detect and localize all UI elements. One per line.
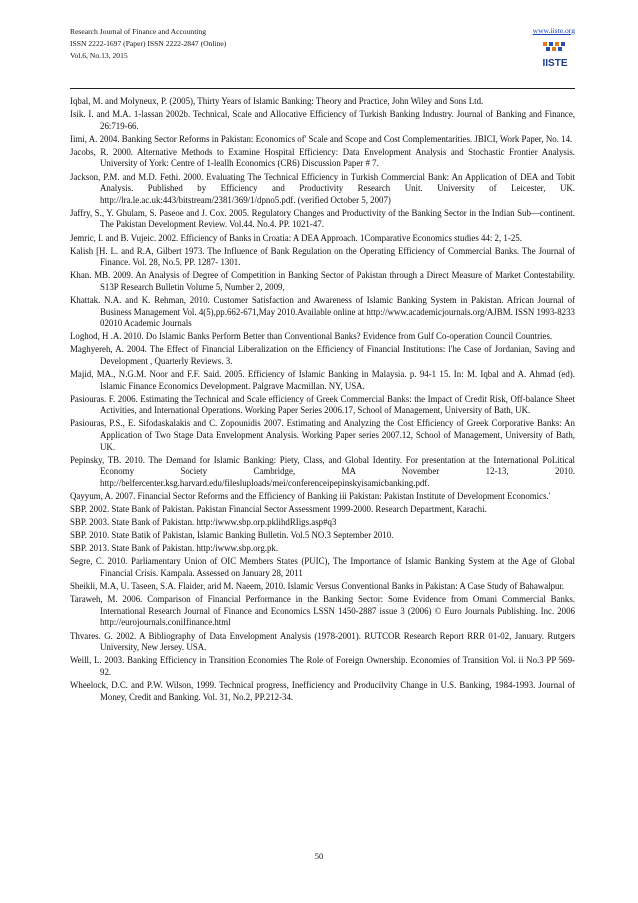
reference-list bbox=[70, 96, 575, 705]
reference-entry: SBP. 2003. State Bank of Pakistan. http:/iwww.sbp.orp.pklihdRIigs.asp#q3 bbox=[70, 517, 337, 528]
page-number: 50 bbox=[314, 851, 324, 861]
reference-entry: Iimi, A. 2004. Banking Sector Reforms in Pakistan: Economics of' Scale and Scope and Cost Complementarities. JBICI, Work Paper, No. 14. bbox=[70, 133, 573, 144]
reference-entry: Pepinsky, TB. 2010. The Demand for Islamic Banking: Piety, Class, and Global Identity. For presentation at the International PoLitical Economy Society Cambridge, MA November 12-13, 2010. http://belfercenter.ksg.harvard.edu/filesluploads/mei/conferenceipepinskyisamicbanking.pdf. bbox=[70, 454, 575, 488]
reference-entry: Khan. MB. 2009. An Analysis of Degree of Competition in Banking Sector of Pakistan through a Direct Measure of Market Contestability. S13P Research Bulletin Volume 5, Number 2, 2009, bbox=[70, 270, 575, 292]
reference-entry: Isik. I. and M.A. 1-lassan 2002b. Technical, Scale and Allocative Efficiency of Turkish Banking Industry. Journal of Banking and Finance, 26:719-66. bbox=[70, 109, 575, 131]
svg-text:IISTE: IISTE bbox=[542, 58, 568, 69]
journal-name: Research Journal of Finance and Accounting bbox=[70, 27, 207, 36]
issn-line: ISSN 2222-1697 (Paper) ISSN 2222-2847 (Online) bbox=[70, 39, 227, 48]
reference-entry: Qayyum, A. 2007. Financial Sector Reforms and the Efficiency of Banking iii Pakistan: Pakistan Institute of Development Economics.' bbox=[70, 491, 551, 501]
reference-entry: Loghod, H .A. 2010. Do Islamic Banks Perform Better than Conventional Banks? Evidence from Gulf Co-operation Council Countries. bbox=[70, 331, 553, 342]
volume-line: Vol.6, No.13, 2015 bbox=[70, 51, 128, 60]
reference-entry: Kalish [H. L. and R.A, Gilbert 1973. The Influence of Bank Regulation on the Operating Efficiency of Commercial Banks. The Journal of Finance. Vol. 28, No.5. PP. 1287- 1301. bbox=[70, 245, 575, 268]
reference-entry: Iqbal, M. and Molyneux, P. (2005), Thirty Years of Islamic Banking: Theory and Practice, John Wiley and Sons Ltd. bbox=[70, 96, 484, 106]
page-header bbox=[70, 26, 575, 86]
header-rule bbox=[70, 88, 575, 89]
reference-entry: Maghyereh, A. 2004. The Effect of Financial Liberalization on the Efficiency of Financial Institutions: l'he Case of Jordanian, Saving and Development , Quarterly Reviews. 3. bbox=[70, 344, 575, 366]
reference-entry: Wheelock, D.C. and P.W. Wilson, 1999. Technical progress, Inefficiency and Producilvity Change in U.S. Banking, 1984-1993. Journal of Money, Credit and Banking. Vol. 31, No.2, PP.212-34. bbox=[70, 679, 575, 702]
reference-entry: Pasiouras. F. 2006. Estimating the Technical and Scale efficiency of Greek Commercial Banks: the Impact of Credit Risk, Off-balance Sheet Activities, and International Operations. Working Paper Series 2006.17, School of Management, University of Bath, UK. bbox=[70, 393, 575, 416]
reference-entry: SBP. 2010. State Batik of Pakistan, Islamic Banking Bulletin. Vol.5 NO.3 September 2010. bbox=[70, 530, 394, 541]
reference-entry: Khattak. N.A. and K. Rehman, 2010. Customer Satisfaction and Awareness of Islamic Banking System in Pakistan. African Journal of Business Management Vol. 4(5),pp.662-671,May 2010.Available online at http://www.academicjournals.org/AJBM. ISSN 1993-8233 02010 Academic Journals bbox=[70, 295, 575, 329]
reference-entry: Jackson, P.M. and M.D. Fethi. 2000. Evaluating The Technical Efficiency in Turkish Commercial Bank: An Application of DEA and Tobit Analysis. Published by Efficiency and Productivity Research Unit. University of Leicester, UK. http://lra.le.ac.uk:443/bitstream/2381/369/1/dpno5.pdf. (verified October 5, 2007) bbox=[70, 171, 575, 205]
reference-entry: Thvares. G. 2002. A Bibliography of Data Envelopment Analysis (1978-2001). RUTCOR Research Report RRR 01-02, January. Rutgers University, New Jersey. USA. bbox=[70, 630, 575, 653]
reference-entry: Jaffry, S., Y. Ghulam, S. Paseoe and J. Cox. 2005. Regulatory Changes and Productivity of the Banking Sector in the Indian Sub—continent. The Pakistan Development Review. Vol.44. No.4. PP. 1021-47. bbox=[70, 207, 575, 230]
reference-entry: Taraweh, M. 2006. Comparison of Financial Performance in the Banking Sector: Some Evidence from Omani Commercial Banks. International Research Journal of Finance and Economics LSSN 1450-2887 issue 3 (2006) © Euro Journals Publishing. Inc. 2006 http://eurojournals.coniIfinance.html bbox=[70, 594, 575, 628]
reference-entry: Sheikli, M.A, U. Taseen, S.A. Flaider, arid M. Naeem, 2010. Islamic Versus Conventional Banks in Pakistan: A Case Study of Bahawalpur. bbox=[70, 581, 565, 592]
reference-entry: Weill, L. 2003. Banking Efficiency in Transition Economies The Role of Foreign Ownership. Economies of Transition Vol. ii No.3 PP 569-92. bbox=[70, 655, 575, 677]
reference-entry: Jemric, I. and B. Vujeic. 2002. Efficiency of Banks in Croatia: A DEA Approach. 1Comparative Economics studies 44: 2, 1-25. bbox=[70, 232, 522, 243]
reference-entry: Segre, C. 2010. Parliamentary Union of OIC Members States (PUIC), The Importance of Islamic Banking System at the Age of Global Financial Crisis. Kampala. Assessed on January 28, 2011 bbox=[70, 556, 575, 579]
iiste-logo bbox=[537, 40, 573, 72]
journal-url-link[interactable]: www.iiste.org bbox=[532, 26, 575, 35]
reference-entry: Jacobs, R. 2000. Alternative Methods to Examine Hospital Efficiency: Data Envelopment Analysis and Stochastic Frontier Analysis. University of York: Centre of 1-leallh Economics (CR6) Discussion Paper # 7. bbox=[70, 146, 575, 169]
reference-entry: Pasiouras, P.S., E. Sifodaskalakis and C. Zopounidis 2007. Estimating and Analyzing the Cost Efficiency of Greek Corporative Banks: An Application of Two Stage Data Envelopment Analysis. Working Paper series 2007.12, School of Management, University of Bath, UK. bbox=[70, 418, 575, 452]
reference-entry: Majid, MA., N.G.M. Noor and F.F. Said. 2005. Efficiency of Islamic Banking in Malaysia. p. 94-1 15. In: M. Iqbal and A. Ahmad (ed). Islamic Finance Economics Development. Palgrave Macmillan. NY, USA. bbox=[70, 369, 575, 391]
reference-entry: SBP. 2002. State Bank of Pakistan. Pakistan Financial Sector Assessment 1999-2000. Research Department, Karachi. bbox=[70, 504, 487, 515]
reference-entry: SBP. 2013. State Bank of Pakistan. http:/iwww.sbp.org.pk. bbox=[70, 543, 279, 554]
